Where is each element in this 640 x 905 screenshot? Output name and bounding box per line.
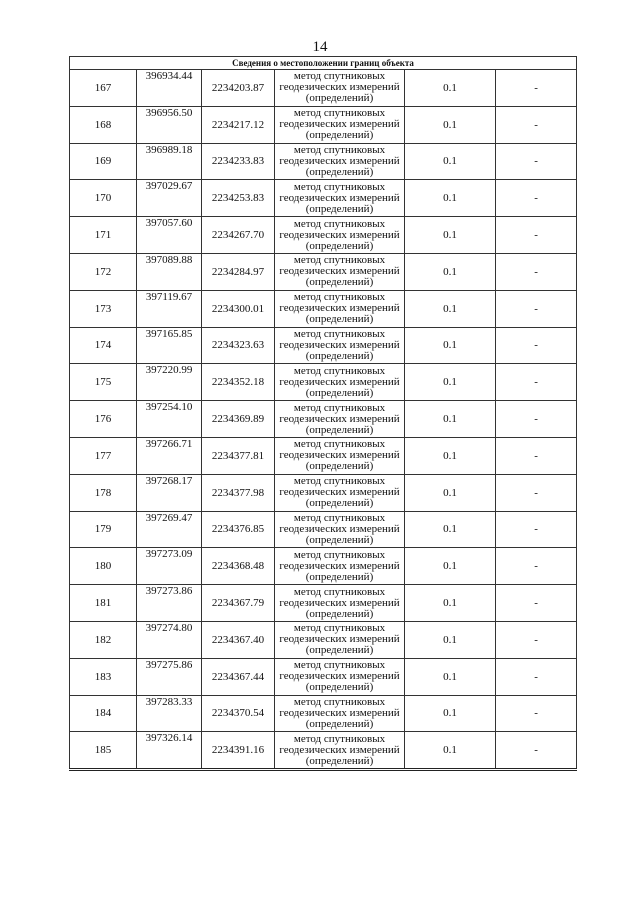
method-line: метод спутниковых [293,217,386,230]
accuracy-cell: 0.1 [405,437,496,474]
method-line: геодезических измерений [279,228,400,241]
method-line: геодезических измерений [279,412,400,425]
table-header: Сведения о местоположении границ объекта [70,57,577,70]
table-row [70,437,577,474]
method-line: (определений) [305,570,374,583]
table-row [70,658,577,695]
x-coordinate-cell: 397165.85 [137,327,202,364]
method-cell [275,437,405,474]
point-number-cell: 167 [70,70,137,107]
table-row [70,548,577,585]
method-line: (определений) [305,460,374,473]
method-line: геодезических измерений [279,118,400,131]
point-number-cell: 184 [70,695,137,732]
method-line: метод спутниковых [293,401,386,414]
method-line: геодезических измерений [279,706,400,719]
y-coordinate-cell: 2234367.44 [202,658,275,695]
point-number-cell: 171 [70,217,137,254]
description-cell: - [496,658,577,695]
method-line: метод спутниковых [293,475,386,488]
method-cell [275,474,405,511]
method-cell [275,658,405,695]
accuracy-cell: 0.1 [405,695,496,732]
description-cell: - [496,217,577,254]
method-line: метод спутниковых [293,548,386,561]
point-number-cell: 170 [70,180,137,217]
y-coordinate-cell: 2234203.87 [202,70,275,107]
accuracy-cell: 0.1 [405,474,496,511]
method-line: (определений) [305,717,374,730]
method-line: (определений) [305,165,374,178]
y-coordinate-cell: 2234267.70 [202,217,275,254]
method-line: геодезических измерений [279,633,400,646]
method-line: метод спутниковых [293,511,386,524]
method-line: (определений) [305,349,374,362]
table-row [70,327,577,364]
method-line: метод спутниковых [293,291,386,304]
method-line: метод спутниковых [293,70,386,83]
description-cell: - [496,437,577,474]
x-coordinate-cell: 397273.09 [137,548,202,585]
method-line: метод спутниковых [293,364,386,377]
table-row [70,253,577,290]
method-line: геодезических измерений [279,154,400,167]
method-line: (определений) [305,607,374,620]
y-coordinate-cell: 2234284.97 [202,253,275,290]
method-line: (определений) [305,313,374,326]
y-coordinate-cell: 2234368.48 [202,548,275,585]
table-row [70,106,577,143]
method-line: геодезических измерений [279,522,400,535]
description-cell: - [496,70,577,107]
y-coordinate-cell: 2234370.54 [202,695,275,732]
table-row [70,401,577,438]
method-line: (определений) [305,644,374,657]
method-cell [275,364,405,401]
method-line: метод спутниковых [293,438,386,451]
method-line: геодезических измерений [279,265,400,278]
accuracy-cell: 0.1 [405,180,496,217]
point-number-cell: 168 [70,106,137,143]
x-coordinate-cell: 397029.67 [137,180,202,217]
table-row [70,364,577,401]
y-coordinate-cell: 2234377.81 [202,437,275,474]
point-number-cell: 181 [70,585,137,622]
description-cell: - [496,695,577,732]
x-coordinate-cell: 397266.71 [137,437,202,474]
method-line: геодезических измерений [279,486,400,499]
table-row [70,143,577,180]
x-coordinate-cell: 397283.33 [137,695,202,732]
method-cell [275,585,405,622]
method-cell [275,253,405,290]
description-cell: - [496,364,577,401]
method-line: геодезических измерений [279,302,400,315]
point-number-cell: 180 [70,548,137,585]
accuracy-cell: 0.1 [405,732,496,770]
point-number-cell: 178 [70,474,137,511]
y-coordinate-cell: 2234300.01 [202,290,275,327]
description-cell: - [496,548,577,585]
method-line: метод спутниковых [293,107,386,120]
description-cell: - [496,253,577,290]
method-line: (определений) [305,423,374,436]
method-cell [275,106,405,143]
table-row [70,180,577,217]
method-cell [275,327,405,364]
point-number-cell: 173 [70,290,137,327]
accuracy-cell: 0.1 [405,290,496,327]
method-cell [275,70,405,107]
y-coordinate-cell: 2234367.40 [202,621,275,658]
method-cell [275,180,405,217]
method-line: метод спутниковых [293,254,386,267]
x-coordinate-cell: 397089.88 [137,253,202,290]
method-line: метод спутниковых [293,732,386,745]
method-line: геодезических измерений [279,596,400,609]
point-number-cell: 175 [70,364,137,401]
y-coordinate-cell: 2234233.83 [202,143,275,180]
method-line: геодезических измерений [279,375,400,388]
y-coordinate-cell: 2234323.63 [202,327,275,364]
method-cell [275,290,405,327]
accuracy-cell: 0.1 [405,106,496,143]
x-coordinate-cell: 397268.17 [137,474,202,511]
description-cell: - [496,732,577,770]
method-cell [275,548,405,585]
method-line: геодезических измерений [279,191,400,204]
method-line: метод спутниковых [293,622,386,635]
method-line: геодезических измерений [279,743,400,756]
description-cell: - [496,180,577,217]
method-line: (определений) [305,386,374,399]
description-cell: - [496,327,577,364]
table-row [70,217,577,254]
point-number-cell: 177 [70,437,137,474]
method-line: геодезических измерений [279,338,400,351]
y-coordinate-cell: 2234253.83 [202,180,275,217]
method-cell [275,511,405,548]
table-row [70,695,577,732]
table-row [70,70,577,107]
x-coordinate-cell: 397269.47 [137,511,202,548]
x-coordinate-cell: 396989.18 [137,143,202,180]
y-coordinate-cell: 2234217.12 [202,106,275,143]
accuracy-cell: 0.1 [405,327,496,364]
x-coordinate-cell: 397220.99 [137,364,202,401]
table-row [70,511,577,548]
point-number-cell: 183 [70,658,137,695]
method-line: геодезических измерений [279,81,400,94]
y-coordinate-cell: 2234376.85 [202,511,275,548]
description-cell: - [496,143,577,180]
method-line: (определений) [305,239,374,252]
method-line: метод спутниковых [293,143,386,156]
x-coordinate-cell: 396934.44 [137,70,202,107]
accuracy-cell: 0.1 [405,70,496,107]
description-cell: - [496,621,577,658]
point-number-cell: 169 [70,143,137,180]
method-cell [275,217,405,254]
method-cell [275,621,405,658]
x-coordinate-cell: 397326.14 [137,732,202,770]
method-line: (определений) [305,129,374,142]
accuracy-cell: 0.1 [405,548,496,585]
table-body [70,70,577,770]
point-number-cell: 179 [70,511,137,548]
point-number-cell: 182 [70,621,137,658]
method-line: метод спутниковых [293,327,386,340]
method-line: геодезических измерений [279,559,400,572]
method-line: (определений) [305,533,374,546]
point-number-cell: 185 [70,732,137,770]
method-line: (определений) [305,754,374,767]
table-header-row [70,57,577,70]
method-cell [275,143,405,180]
x-coordinate-cell: 397273.86 [137,585,202,622]
y-coordinate-cell: 2234369.89 [202,401,275,438]
accuracy-cell: 0.1 [405,658,496,695]
accuracy-cell: 0.1 [405,143,496,180]
description-cell: - [496,511,577,548]
method-line: метод спутниковых [293,659,386,672]
y-coordinate-cell: 2234352.18 [202,364,275,401]
x-coordinate-cell: 397119.67 [137,290,202,327]
method-line: (определений) [305,276,374,289]
boundary-coordinates-table [69,56,577,771]
method-line: метод спутниковых [293,180,386,193]
method-cell [275,401,405,438]
method-line: метод спутниковых [293,695,386,708]
table-row [70,474,577,511]
y-coordinate-cell: 2234377.98 [202,474,275,511]
description-cell: - [496,474,577,511]
description-cell: - [496,585,577,622]
accuracy-cell: 0.1 [405,217,496,254]
accuracy-cell: 0.1 [405,364,496,401]
method-line: геодезических измерений [279,449,400,462]
method-line: (определений) [305,681,374,694]
method-line: (определений) [305,497,374,510]
accuracy-cell: 0.1 [405,511,496,548]
x-coordinate-cell: 396956.50 [137,106,202,143]
description-cell: - [496,401,577,438]
y-coordinate-cell: 2234391.16 [202,732,275,770]
table-row [70,290,577,327]
x-coordinate-cell: 397275.86 [137,658,202,695]
accuracy-cell: 0.1 [405,401,496,438]
table-row [70,585,577,622]
table-row [70,732,577,770]
method-cell [275,695,405,732]
accuracy-cell: 0.1 [405,585,496,622]
method-line: метод спутниковых [293,585,386,598]
point-number-cell: 172 [70,253,137,290]
x-coordinate-cell: 397057.60 [137,217,202,254]
point-number-cell: 174 [70,327,137,364]
y-coordinate-cell: 2234367.79 [202,585,275,622]
description-cell: - [496,290,577,327]
method-cell [275,732,405,770]
x-coordinate-cell: 397254.10 [137,401,202,438]
accuracy-cell: 0.1 [405,253,496,290]
method-line: (определений) [305,92,374,105]
page-number: 14 [312,39,328,55]
accuracy-cell: 0.1 [405,621,496,658]
x-coordinate-cell: 397274.80 [137,621,202,658]
description-cell: - [496,106,577,143]
method-line: геодезических измерений [279,670,400,683]
table-row [70,621,577,658]
point-number-cell: 176 [70,401,137,438]
method-line: (определений) [305,202,374,215]
